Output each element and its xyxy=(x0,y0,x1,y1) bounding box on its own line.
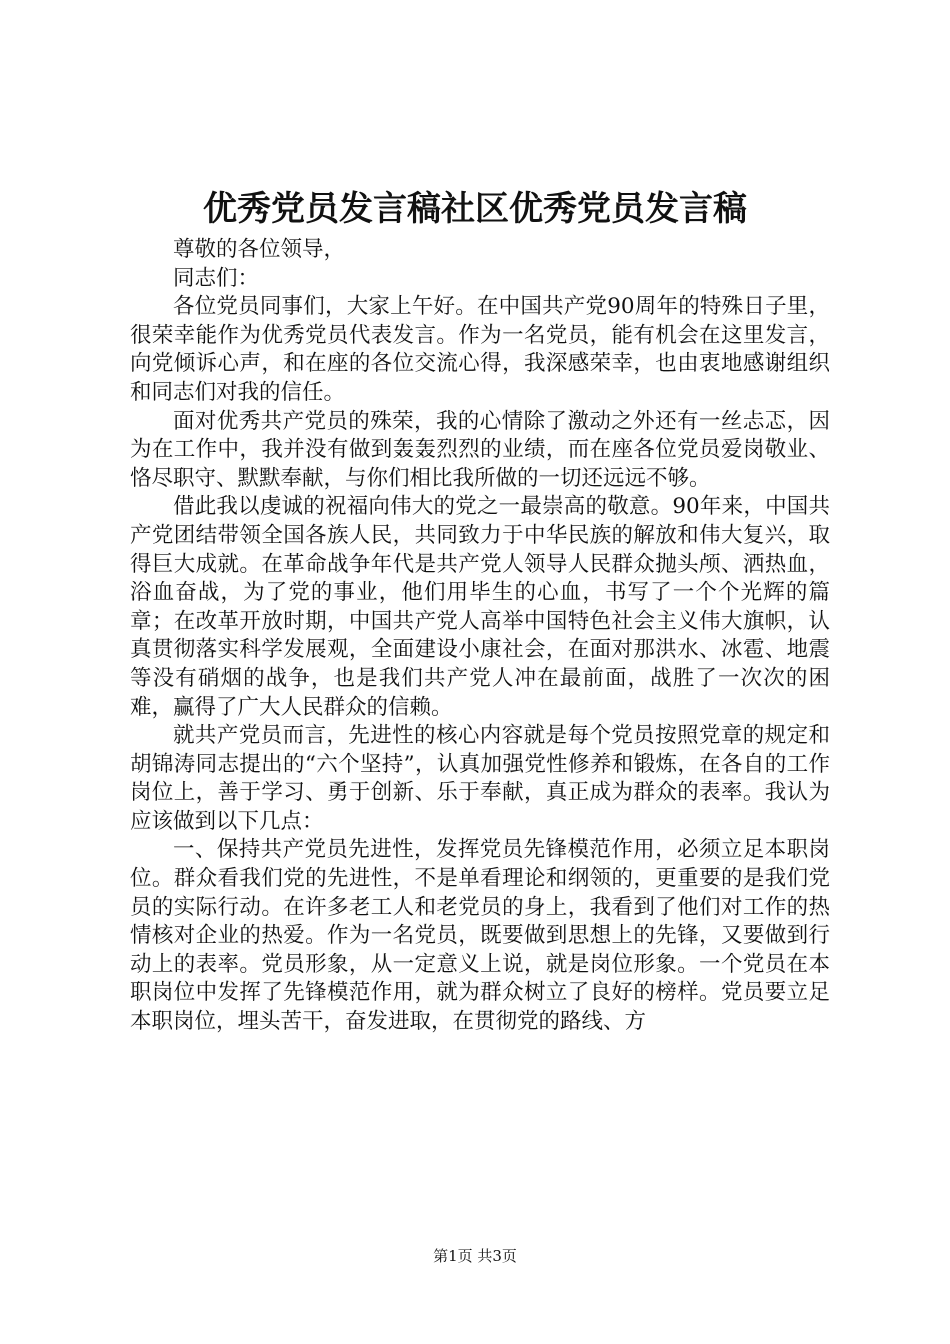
paragraph-point-one: 一、保持共产党员先进性，发挥党员先锋模范作用，必须立足本职岗位。群众看我们党的先进性，不是单看理论和纲领的，更重要的是我们党员的实际行动。在许多老工人和老党员的身上，我看到了他们对工作的热情核对企业的热爱。作为一名党员，既要做到思想上的先锋，又要做到行动上的表率。党员形象，从一定意义上说，就是岗位形象。一个党员在本职岗位中发挥了先锋模范作用，就为群众树立了良好的榜样。党员要立足本职岗位，埋头苦干，奋发进取，在贯彻党的路线、方 xyxy=(130,837,830,1035)
paragraph-tribute: 借此我以虔诚的祝福向伟大的党之一最崇高的敬意。90年来，中国共产党团结带领全国各族人民，共同致力于中华民族的解放和伟大复兴，取得巨大成就。在革命战争年代是共产党人领导人民群众抛头颅、洒热血，浴血奋战，为了党的事业，他们用毕生的心血，书写了一个个光辉的篇章；在改革开放时期，中国共产党人高举中国特色社会主义伟大旗帜，认真贯彻落实科学发展观，全面建设小康社会，在面对那洪水、冰雹、地震等没有硝烟的战争，也是我们共产党人冲在最前面，战胜了一次次的困难，赢得了广大人民群众的信赖。 xyxy=(130,494,830,720)
paragraph-opening: 各位党员同事们，大家上午好。在中国共产党90周年的特殊日子里，很荣幸能作为优秀党员代表发言。作为一名党员，能有机会在这里发言，向党倾诉心声，和在座的各位交流心得，我深感荣幸，也由衷地感谢组织和同志们对我的信任。 xyxy=(130,294,830,405)
salutation-comrades: 同志们： xyxy=(173,265,260,291)
document-title: 优秀党员发言稿社区优秀党员发言稿 xyxy=(203,189,747,229)
salutation-leaders: 尊敬的各位领导， xyxy=(173,237,346,262)
document-body xyxy=(130,236,830,1037)
page-number-footer: 第1页 共3页 xyxy=(433,1247,517,1265)
paragraph-advancement: 就共产党员而言，先进性的核心内容就是每个党员按照党章的规定和胡锦涛同志提出的“六个坚持”，认真加强党性修养和锻炼，在各自的工作岗位上，善于学习、勇于创新、乐于奉献，真正成为群众的表率。我认为应该做到以下几点： xyxy=(130,723,830,834)
paragraph-honor: 面对优秀共产党员的殊荣，我的心情除了激动之外还有一丝忐忑，因为在工作中，我并没有做到轰轰烈烈的业绩，而在座各位党员爱岗敬业、恪尽职守、默默奉献，与你们相比我所做的一切还远远不够。 xyxy=(130,408,830,491)
